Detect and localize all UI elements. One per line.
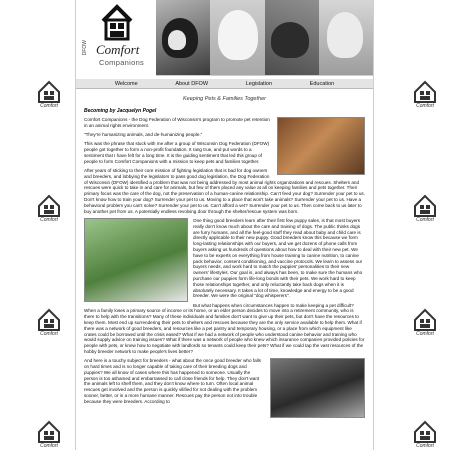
bg-logo-icon bbox=[36, 306, 62, 336]
main-nav bbox=[76, 79, 373, 89]
bg-logo-icon bbox=[412, 192, 438, 222]
header-photo-dog-4 bbox=[319, 0, 373, 75]
bg-logo-icon bbox=[412, 306, 438, 336]
article-paragraph: But what happens when circumstances happen to make keeping a pet difficult? When a family loses a primary source of income or its home, or an elder person decides to move into a retirement community, who is there to help with the transitions? Many of these individuals and families don't want to give up their pets, but don't have the resources to keep them. Most end up surrendering their pets to shelters and rescues because they are the only service available to help them. What if there was a network of good breeders, and resources like a pet pantry and temporary housing, or a place from which equipment like crates could be borrowed until the crisis eased? What if we had a network of people who understood canine behavior and training who would supply advice on training issues? What if there was a network of people who knew which insurance companies provided policies for people with pets, or knew how to negotiate with landlords so tenants could keep their pets? What if we could tap the vast resources of the hobby breeder network to make people's lives better? bbox=[84, 302, 365, 354]
main-content bbox=[76, 89, 373, 405]
article-paragraph: This was the phrase that stuck with me after a group of Wisconsin Dog Federation (DFOW) people got together to form a non-profit foundation. It rang true, and put words to a sentiment that I have felt for a long time. It is the guiding sentiment that led this group of people to form Comfort Companions with a mission to keep pets and families together. bbox=[84, 141, 270, 164]
bg-logo-icon bbox=[412, 418, 438, 448]
article-paragraph: And here is a touchy subject for breeders - what about the once good breeder who falls on hard times and is no longer capable of taking care of their breeding dogs and puppies? We all know of cases where this has happened to someone. Usually the person is too ashamed and embarrassed to call close friends for help. They don't want the animals left to shelf them, and they don't know where to turn. Often local animal rescues get involved and the person is quickly vilified for not dealing with the problem sooner, better, or in a more humane manner. Rescues pay the person not into trouble because they were breeders. According to bbox=[84, 358, 261, 404]
article-paragraph: One thing good breeders learn after their first few puppy sales, is that most buyers really don't know much about the care and training of dogs. The public thinks dogs are furry humans, and all the feel-good stuff they read about baby and child care is directly applicable to their new puppy. Good breeders know this because we form long-lasting relationships with our buyers, and we get dozens of phone calls from buyers asking us hundreds of questions about how to deal with their new pet. We have to be experts on everything from house training to canine nutrition, to canine pack behavior, consent conditioning, and vaccine protocols. We learn to assess our buyers needs, and work hard to match the puppies' personalities to their new owners' lifestyles. Our goal is, and always has been, to make sure the humans who purchase our puppies form life-long bonds with their pets. We work hard to keep those relationships together, and only reluctantly take back dogs when it is absolutely necessary. It takes a lot of time, knowledge and energy to be a good breeder. We were the original "dog whisperers". bbox=[193, 217, 363, 299]
nav-education[interactable]: Education bbox=[309, 80, 335, 87]
svg-text:Comfort: Comfort bbox=[40, 217, 58, 222]
nav-legislation[interactable]: Legislation bbox=[245, 80, 272, 87]
article-paragraph: Comfort Companions - the Dog Federation of Wisconsin's program to promote pet retention in an animal rights environment. bbox=[84, 117, 270, 128]
article-paragraph: "They're humanizing animals, and de-humanizing people." bbox=[84, 132, 203, 138]
header-photo-dog-2 bbox=[210, 0, 264, 75]
bg-logo-icon bbox=[36, 418, 62, 448]
page-container bbox=[75, 0, 374, 450]
site-logo[interactable] bbox=[76, 0, 156, 76]
sleeping-dog-photo bbox=[277, 117, 365, 175]
nav-welcome[interactable]: Welcome bbox=[114, 80, 138, 87]
nav-about-dfow[interactable]: About DFOW bbox=[175, 80, 209, 87]
svg-text:Comfort: Comfort bbox=[416, 443, 434, 448]
article-byline: Becoming by Jacquelyn Pogel bbox=[84, 108, 157, 114]
svg-text:Comfort: Comfort bbox=[40, 103, 58, 108]
header-photo-strip bbox=[156, 0, 373, 75]
bg-logo-icon bbox=[36, 78, 62, 108]
bg-logo-icon bbox=[36, 192, 62, 222]
svg-text:Comfort: Comfort bbox=[416, 331, 434, 336]
logo-vertical-text: DFOW bbox=[82, 40, 88, 56]
logo-title: Comfort bbox=[96, 42, 140, 57]
svg-text:Comfort: Comfort bbox=[40, 443, 58, 448]
bg-logo-icon bbox=[412, 78, 438, 108]
svg-text:Comfort: Comfort bbox=[416, 103, 434, 108]
svg-text:Comfort: Comfort bbox=[40, 331, 58, 336]
logo-subtitle: Companions bbox=[99, 58, 145, 67]
header-photo-dog-1 bbox=[156, 0, 210, 75]
header-photo-dog-3 bbox=[265, 0, 319, 75]
dog-group-photo bbox=[270, 358, 365, 418]
site-header bbox=[76, 0, 373, 76]
svg-text:Comfort: Comfort bbox=[416, 217, 434, 222]
house-paw-logo-icon bbox=[100, 4, 134, 42]
page-title: Keeping Pets & Families Together bbox=[183, 96, 266, 102]
family-with-dog-photo bbox=[84, 218, 188, 302]
article-paragraph: After years of sticking to their core mission of fighting legislation that is bad for dog owners and breeders, and lobbying the legislators to pass good dog legislation, the Dog Federation of Wisconsin (DFOW) identified a problem that was not being addressed by most animal rights organizations and rescues. Shelters and rescues were quick to take in and care for animals, but few of them placed any value at all on keeping families and pets together. Their primary focus was the care of the dog, not the preservation of a human-canine relationship. Can't feed your dog? Surrender your pet to us. Don't know how to train your dog? Surrender your pet to us. Moving to a place that won't take animals? Surrender your pet to us. Have a behavioral problem you can't solve? Surrender your pet to us. Can't afford a vet? Surrender your pet to us. Then come back to us later to buy another pet from us. A potentially endless revolving door through the shelter/rescue system was born. bbox=[84, 168, 366, 214]
